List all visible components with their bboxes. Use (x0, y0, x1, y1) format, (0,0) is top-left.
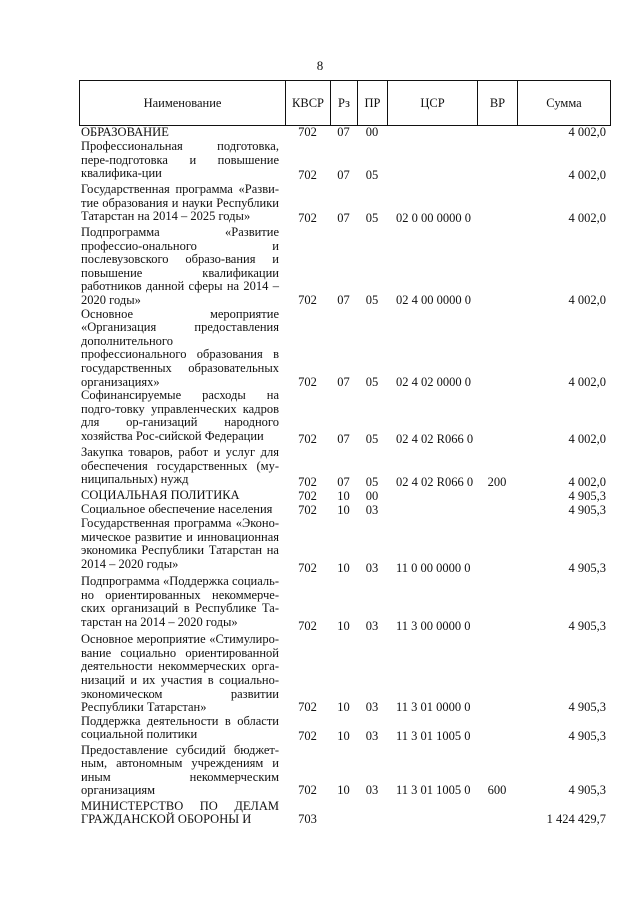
cell-rz: 07 (337, 125, 350, 140)
cell-sum: 4 905,3 (568, 783, 606, 798)
cell-csr: 02 4 02 R066 0 (396, 431, 474, 446)
cell-csr: 02 4 00 0000 0 (396, 292, 471, 307)
table-row (79, 389, 610, 446)
cell-pr: 03 (365, 618, 379, 633)
cell-pr: 05 (365, 374, 379, 389)
table-row (79, 715, 610, 744)
cell-csr (387, 126, 477, 140)
cell-name: Профессиональная подготовка, пере-подготовка и повышение квалифика-ции (81, 139, 279, 181)
cell-csr (387, 798, 477, 827)
cell-kvsr: 702 (298, 502, 317, 517)
cell-rz: 07 (337, 374, 350, 389)
cell-sum: 4 905,3 (568, 502, 606, 517)
cell-name: Основное мероприятие «Организация предоставления дополнительного профессионального образования в государственных образовательных организациях» (81, 306, 279, 389)
cell-name: Государственная программа «Разви-тие образования и науки Республики Татарстан на 2014 – 2025 годы» (81, 182, 279, 224)
cell-kvsr: 702 (298, 700, 317, 715)
table-row (79, 446, 610, 489)
cell-vr (477, 633, 517, 715)
cell-kvsr: 702 (298, 488, 317, 503)
cell-rz: 10 (337, 618, 350, 633)
cell-pr: 03 (365, 502, 379, 517)
cell-kvsr: 703 (298, 812, 317, 827)
table-body (79, 126, 610, 827)
cell-vr (477, 715, 517, 744)
cell-rz: 10 (337, 700, 350, 715)
cell-vr (477, 140, 517, 183)
table-row (79, 140, 610, 183)
cell-csr: 11 3 00 0000 0 (396, 618, 471, 633)
cell-rz: 07 (337, 431, 350, 446)
cell-name: Подпрограмма «Развитие профессио-онального и послевузовского образо-вания и повышение квалификации работников данной сферы на 2014 – 2020 годы» (81, 225, 279, 307)
cell-name: Предоставление субсидий бюджет-ным, автономным учреждениям и иным некоммерческим организациям (81, 742, 279, 798)
column-header-kvsr: КВСР (286, 81, 331, 126)
cell-vr (477, 226, 517, 308)
table-header (79, 80, 611, 126)
cell-pr (357, 798, 387, 827)
column-header-sum: Сумма (518, 81, 611, 126)
cell-rz: 07 (337, 474, 350, 489)
cell-sum: 4 905,3 (568, 618, 606, 633)
cell-vr: 600 (487, 783, 507, 798)
cell-vr (477, 389, 517, 446)
cell-kvsr: 702 (298, 125, 317, 140)
cell-csr (387, 503, 477, 517)
cell-pr: 03 (365, 783, 379, 798)
cell-vr (477, 308, 517, 390)
table-row (79, 226, 610, 308)
cell-kvsr: 702 (298, 729, 317, 744)
cell-name: ОБРАЗОВАНИЕ (81, 125, 169, 139)
cell-kvsr: 702 (298, 431, 317, 446)
column-header-name: Наименование (80, 81, 286, 126)
cell-rz: 10 (337, 560, 350, 575)
cell-kvsr: 702 (298, 292, 317, 307)
table-row (79, 575, 610, 633)
table-row (79, 633, 610, 715)
cell-pr: 05 (365, 431, 379, 446)
cell-rz: 10 (337, 502, 350, 517)
cell-name: МИНИСТЕРСТВО ПО ДЕЛАМ ГРАЖДАНСКОЙ ОБОРОНЫ И (81, 798, 279, 827)
table-row (79, 517, 610, 575)
cell-csr: 11 3 01 1005 0 (396, 783, 471, 798)
cell-name: Государственная программа «Эконо-мическое развитие и инновационная экономика Республики Татарстан на 2014 – 2020 годы» (81, 516, 279, 571)
page-number: 8 (316, 58, 324, 73)
cell-vr: 200 (487, 474, 507, 489)
table-row (79, 183, 610, 226)
cell-vr (477, 517, 517, 575)
cell-sum: 4 002,0 (568, 168, 606, 183)
cell-name: Подпрограмма «Поддержка социаль-но ориентированных некоммерче-ских организаций в Республике Та-тарстан на 2014 – 2020 годы» (81, 574, 279, 629)
table-row (79, 126, 610, 140)
cell-csr (387, 140, 477, 183)
cell-sum: 4 002,0 (568, 374, 606, 389)
cell-pr: 05 (365, 211, 379, 226)
cell-kvsr: 702 (298, 168, 317, 183)
cell-sum: 4 002,0 (568, 125, 606, 140)
column-header-vr: ВР (478, 81, 518, 126)
cell-sum: 4 002,0 (568, 431, 606, 446)
cell-sum: 4 905,3 (568, 560, 606, 575)
cell-csr: 02 4 02 R066 0 (396, 474, 474, 489)
cell-vr (477, 126, 517, 140)
header-row (80, 81, 611, 126)
cell-kvsr: 702 (298, 618, 317, 633)
cell-pr: 00 (365, 125, 379, 140)
column-header-rz: Рз (331, 81, 358, 126)
cell-name: Социальное обеспечение населения (81, 502, 273, 517)
cell-kvsr: 702 (298, 374, 317, 389)
cell-pr: 03 (365, 729, 379, 744)
cell-pr: 05 (365, 168, 379, 183)
cell-kvsr: 702 (298, 211, 317, 226)
cell-sum: 4 002,0 (568, 474, 606, 489)
cell-name: Софинансируемые расходы на подго-товку управленческих кадров для ор-ганизаций народного хозяйства Рос-сийской Федерации (81, 388, 279, 443)
cell-sum: 4 905,3 (568, 488, 606, 503)
cell-csr: 02 0 00 0000 0 (396, 211, 471, 226)
cell-kvsr: 702 (298, 783, 317, 798)
column-header-csr: ЦСР (388, 81, 478, 126)
table-row (79, 744, 610, 798)
cell-vr (477, 183, 517, 226)
cell-pr: 05 (365, 292, 379, 307)
cell-csr: 11 0 00 0000 0 (396, 560, 471, 575)
cell-sum: 4 002,0 (568, 292, 606, 307)
cell-csr: 11 3 01 1005 0 (396, 729, 471, 744)
cell-vr (477, 503, 517, 517)
cell-sum: 4 002,0 (568, 211, 606, 226)
cell-csr: 02 4 02 0000 0 (396, 374, 471, 389)
cell-pr: 03 (365, 700, 379, 715)
cell-name: Основное мероприятие «Стимулиро-вание социально ориентированной деятельности некоммерческих орга-низаций и их участия в социально-экономическом развитии Республики Татарстан» (81, 632, 279, 715)
cell-pr: 00 (365, 488, 379, 503)
cell-rz: 10 (337, 488, 350, 503)
cell-vr (477, 798, 517, 827)
cell-vr (477, 489, 517, 503)
cell-rz (330, 798, 357, 827)
cell-sum: 4 905,3 (568, 729, 606, 744)
cell-sum: 1 424 429,7 (546, 812, 606, 827)
cell-csr: 11 3 01 0000 0 (396, 700, 471, 715)
cell-rz: 10 (337, 729, 350, 744)
cell-kvsr: 702 (298, 474, 317, 489)
cell-pr: 05 (365, 474, 379, 489)
column-header-pr: ПР (358, 81, 388, 126)
cell-sum: 4 905,3 (568, 700, 606, 715)
budget-table (79, 126, 610, 827)
table-row (79, 798, 610, 827)
cell-rz: 07 (337, 292, 350, 307)
cell-rz: 07 (337, 168, 350, 183)
table-row (79, 308, 610, 390)
cell-name: СОЦИАЛЬНАЯ ПОЛИТИКА (81, 488, 240, 503)
cell-pr: 03 (365, 560, 379, 575)
cell-rz: 10 (337, 783, 350, 798)
table-row (79, 503, 610, 517)
cell-rz: 07 (337, 211, 350, 226)
cell-kvsr: 702 (298, 560, 317, 575)
table-row (79, 489, 610, 503)
cell-name: Поддержка деятельности в области социальной политики (81, 713, 279, 742)
cell-csr (387, 489, 477, 503)
cell-name: Закупка товаров, работ и услуг для обеспечения государственных (му-ниципальных) нужд (81, 445, 279, 487)
cell-vr (477, 575, 517, 633)
